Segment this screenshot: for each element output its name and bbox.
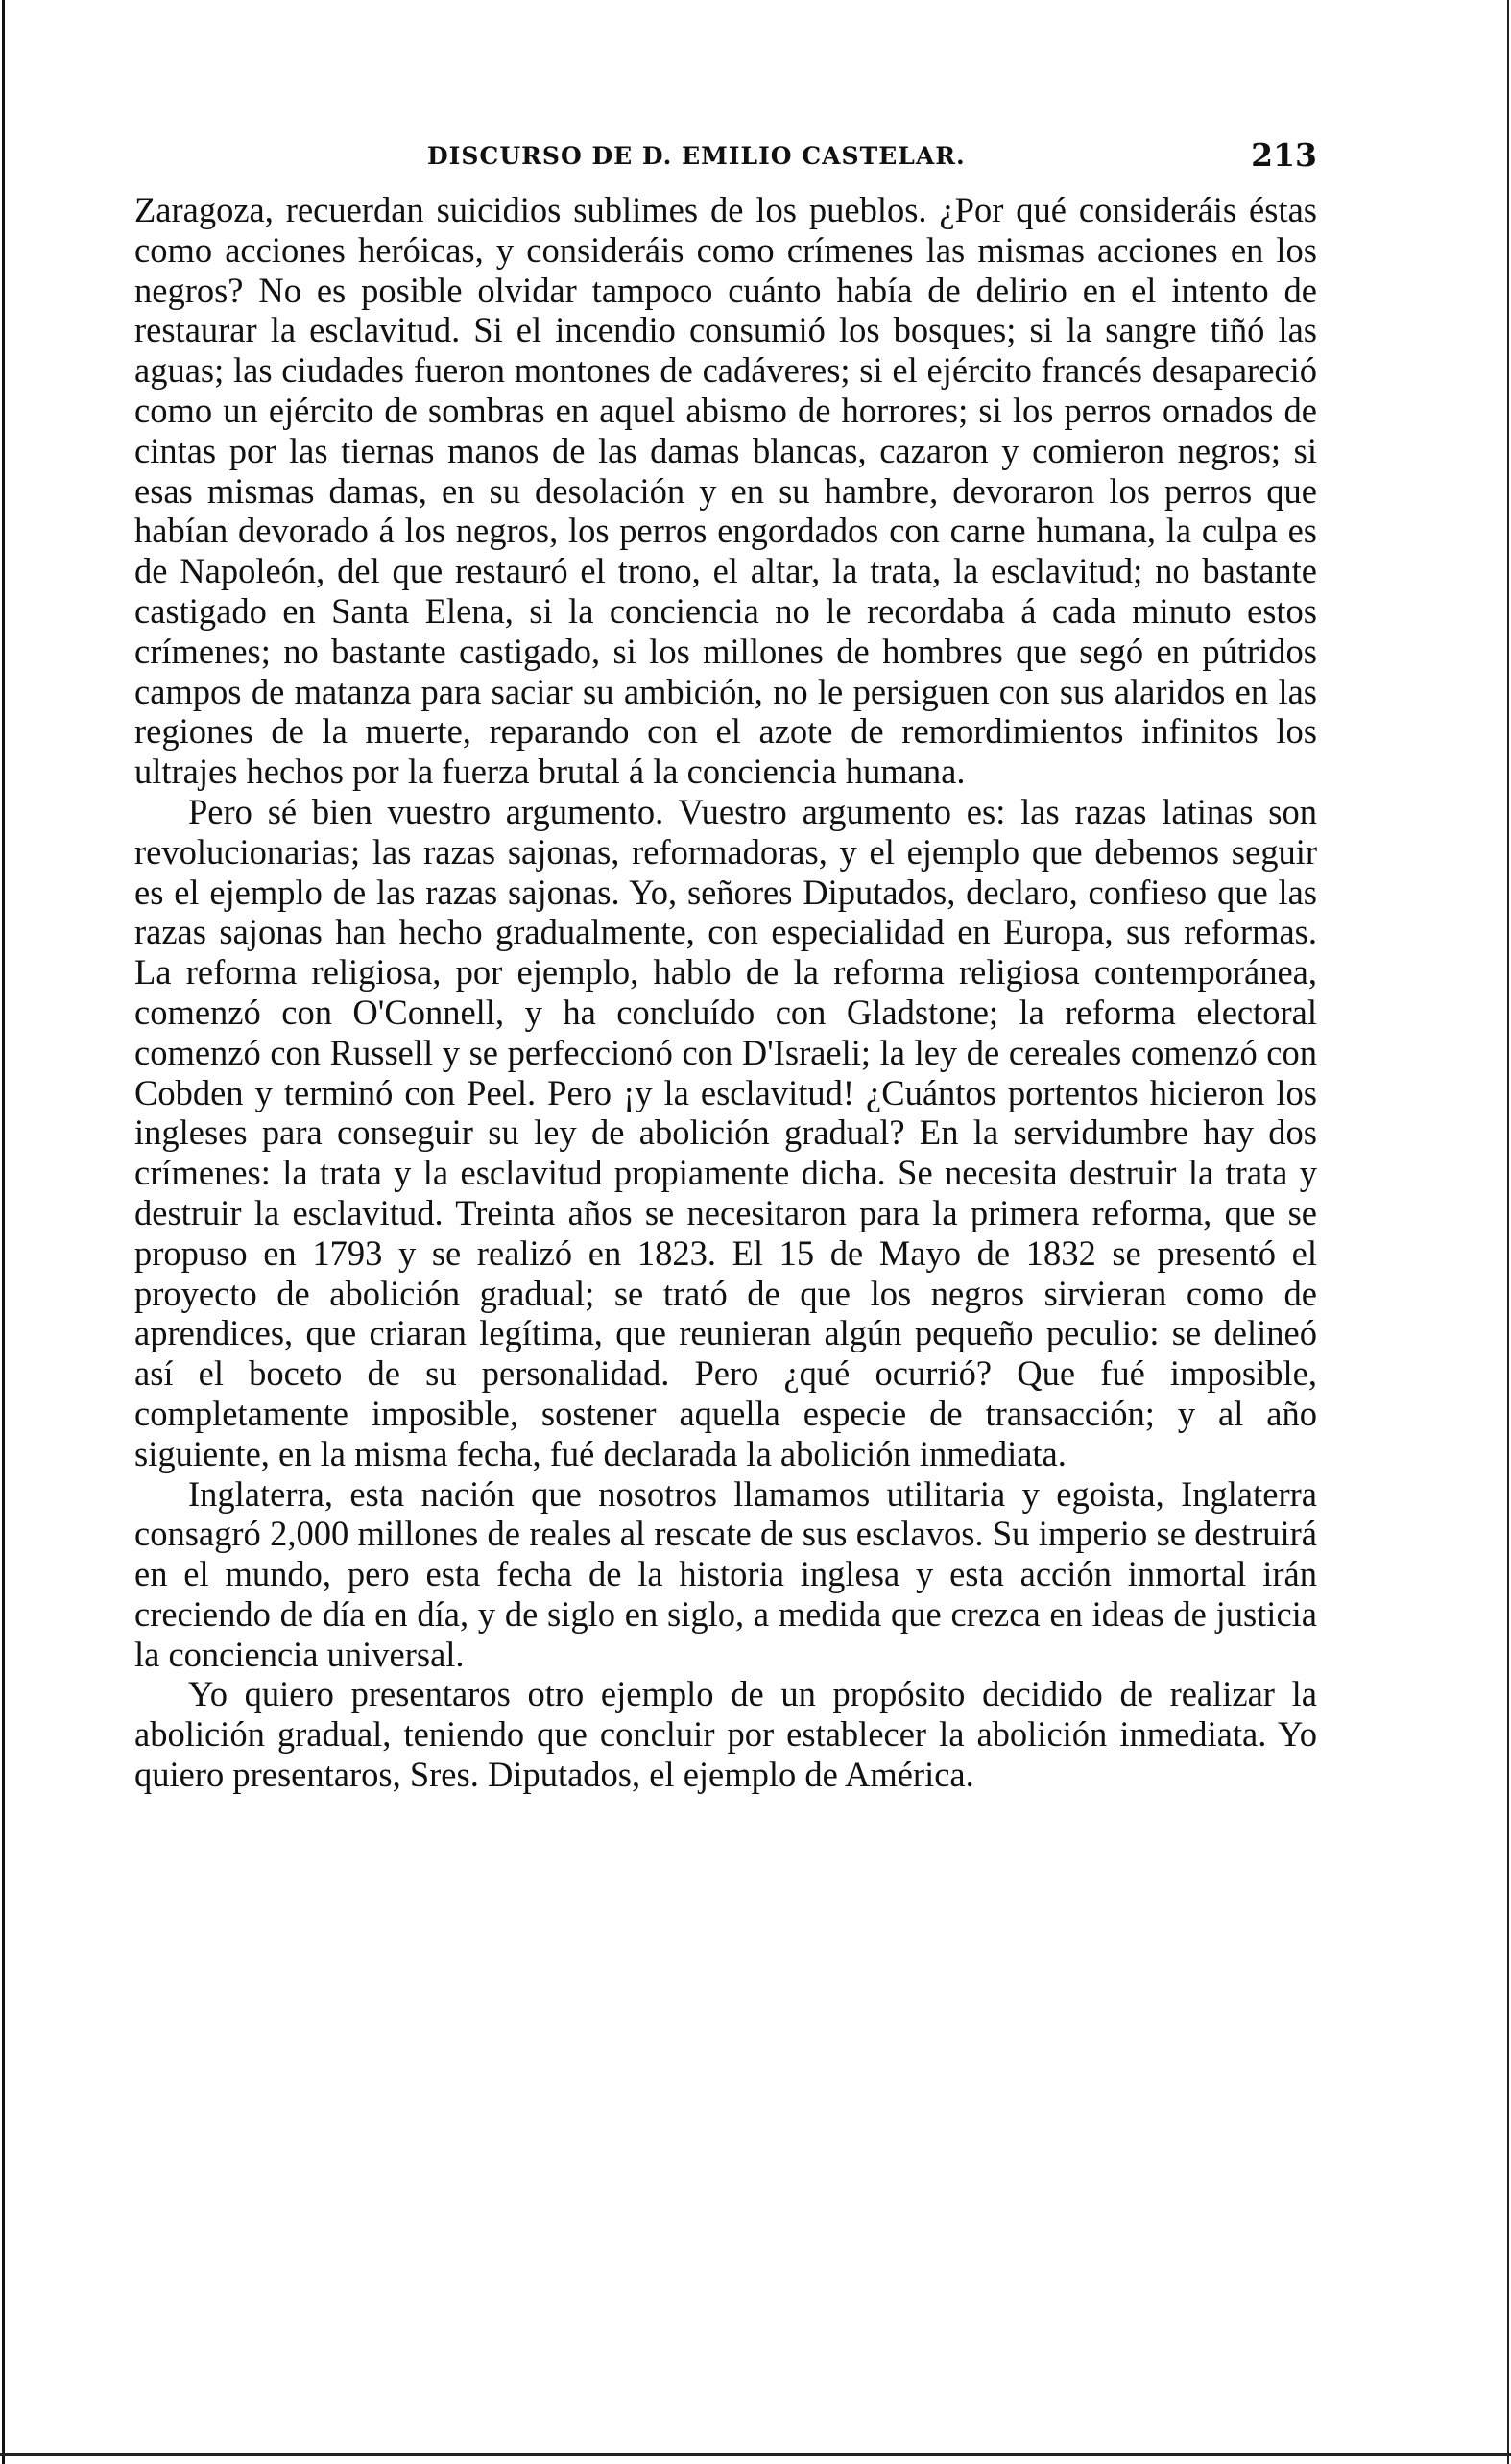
running-head: DISCURSO DE D. EMILIO CASTELAR.: [427, 142, 966, 170]
paragraph-3: Inglaterra, esta nación que nosotros llamamos utilitaria y egoista, Inglaterra consagró 2,000 millones de reales al rescate de sus esclavos. Su imperio se destruirá en el mundo, pero esta fecha de la historia inglesa y esta acción inmortal irán creciendo de día en día, y de siglo en siglo, a medida que crezca en ideas de justicia la conciencia universal.: [134, 1473, 1317, 1674]
page-header: [134, 136, 1317, 175]
paragraph-1: Zaragoza, recuerdan suicidios sublimes de los pueblos. ¿Por qué consideráis éstas como acciones heróicas, y consideráis como crímenes las mismas acciones en los negros? No es posible olvidar tampoco cuánto había de delirio en el intento de restaurar la esclavitud. Si el incendio consumió los bosques; si la sangre tiñó las aguas; las ciudades fueron montones de cadáveres; si el ejército francés desapareció como un ejército de sombras en aquel abismo de horrores; si los perros ornados de cintas por las tiernas manos de las damas blancas, cazaron y comieron negros; si esas mismas damas, en su desolación y en su hambre, devoraron los perros que habían devorado á los negros, los perros engordados con carne humana, la culpa es de Napoleón, del que restauró el trono, el altar, la trata, la esclavitud; no bastante castigado en Santa Elena, si la conciencia no le recordaba á cada minuto estos crímenes; no bastante castigado, si los millones de hombres que segó en pútridos campos de matanza para saciar su ambición, no le persiguen con sus alaridos en las regiones de la muerte, reparando con el azote de remordimientos infinitos los ultrajes hechos por la fuerza brutal á la conciencia humana.: [134, 190, 1317, 792]
scan-edge-bottom: [0, 2453, 1511, 2456]
body-text: [134, 190, 1317, 1795]
scan-edge-right: [1507, 0, 1509, 2464]
paragraph-2: Pero sé bien vuestro argumento. Vuestro argumento es: las razas latinas son revolucionarias; las razas sajonas, reformadoras, y el ejemplo que debemos seguir es el ejemplo de las razas sajonas. Yo, señores Diputados, declaro, confieso que las razas sajonas han hecho gradualmente, con especialidad en Europa, sus reformas. La reforma religiosa, por ejemplo, hablo de la reforma religiosa contemporánea, comenzó con O'Connell, y ha concluído con Gladstone; la reforma electoral comenzó con Russell y se perfeccionó con D'Israeli; la ley de cereales comenzó con Cobden y terminó con Peel. Pero ¡y la esclavitud! ¿Cuántos portentos hicieron los ingleses para conseguir su ley de abolición gradual? En la servidumbre hay dos crímenes: la trata y la esclavitud propiamente dicha. Se necesita destruir la trata y destruir la esclavitud. Treinta años se necesitaron para la primera reforma, que se propuso en 1793 y se realizó en 1823. El 15 de Mayo de 1832 se presentó el proyecto de abolición gradual; se trató de que los negros sirvieran como de aprendices, que criaran legítima, que reunieran algún pequeño peculio: se delineó así el boceto de su personalidad. Pero ¿qué ocurrió? Que fué imposible, completamente imposible, sostener aquella especie de transacción; y al año siguiente, en la misma fecha, fué declarada la abolición inmediata.: [134, 791, 1317, 1473]
page-number: 213: [1251, 136, 1317, 174]
scan-edge-left: [2, 0, 5, 2464]
paragraph-4: Yo quiero presentaros otro ejemplo de un propósito decidido de realizar la abolición gradual, teniendo que concluir por establecer la abolición inmediata. Yo quiero presentaros, Sres. Diputados, el ejemplo de América.: [134, 1674, 1317, 1795]
